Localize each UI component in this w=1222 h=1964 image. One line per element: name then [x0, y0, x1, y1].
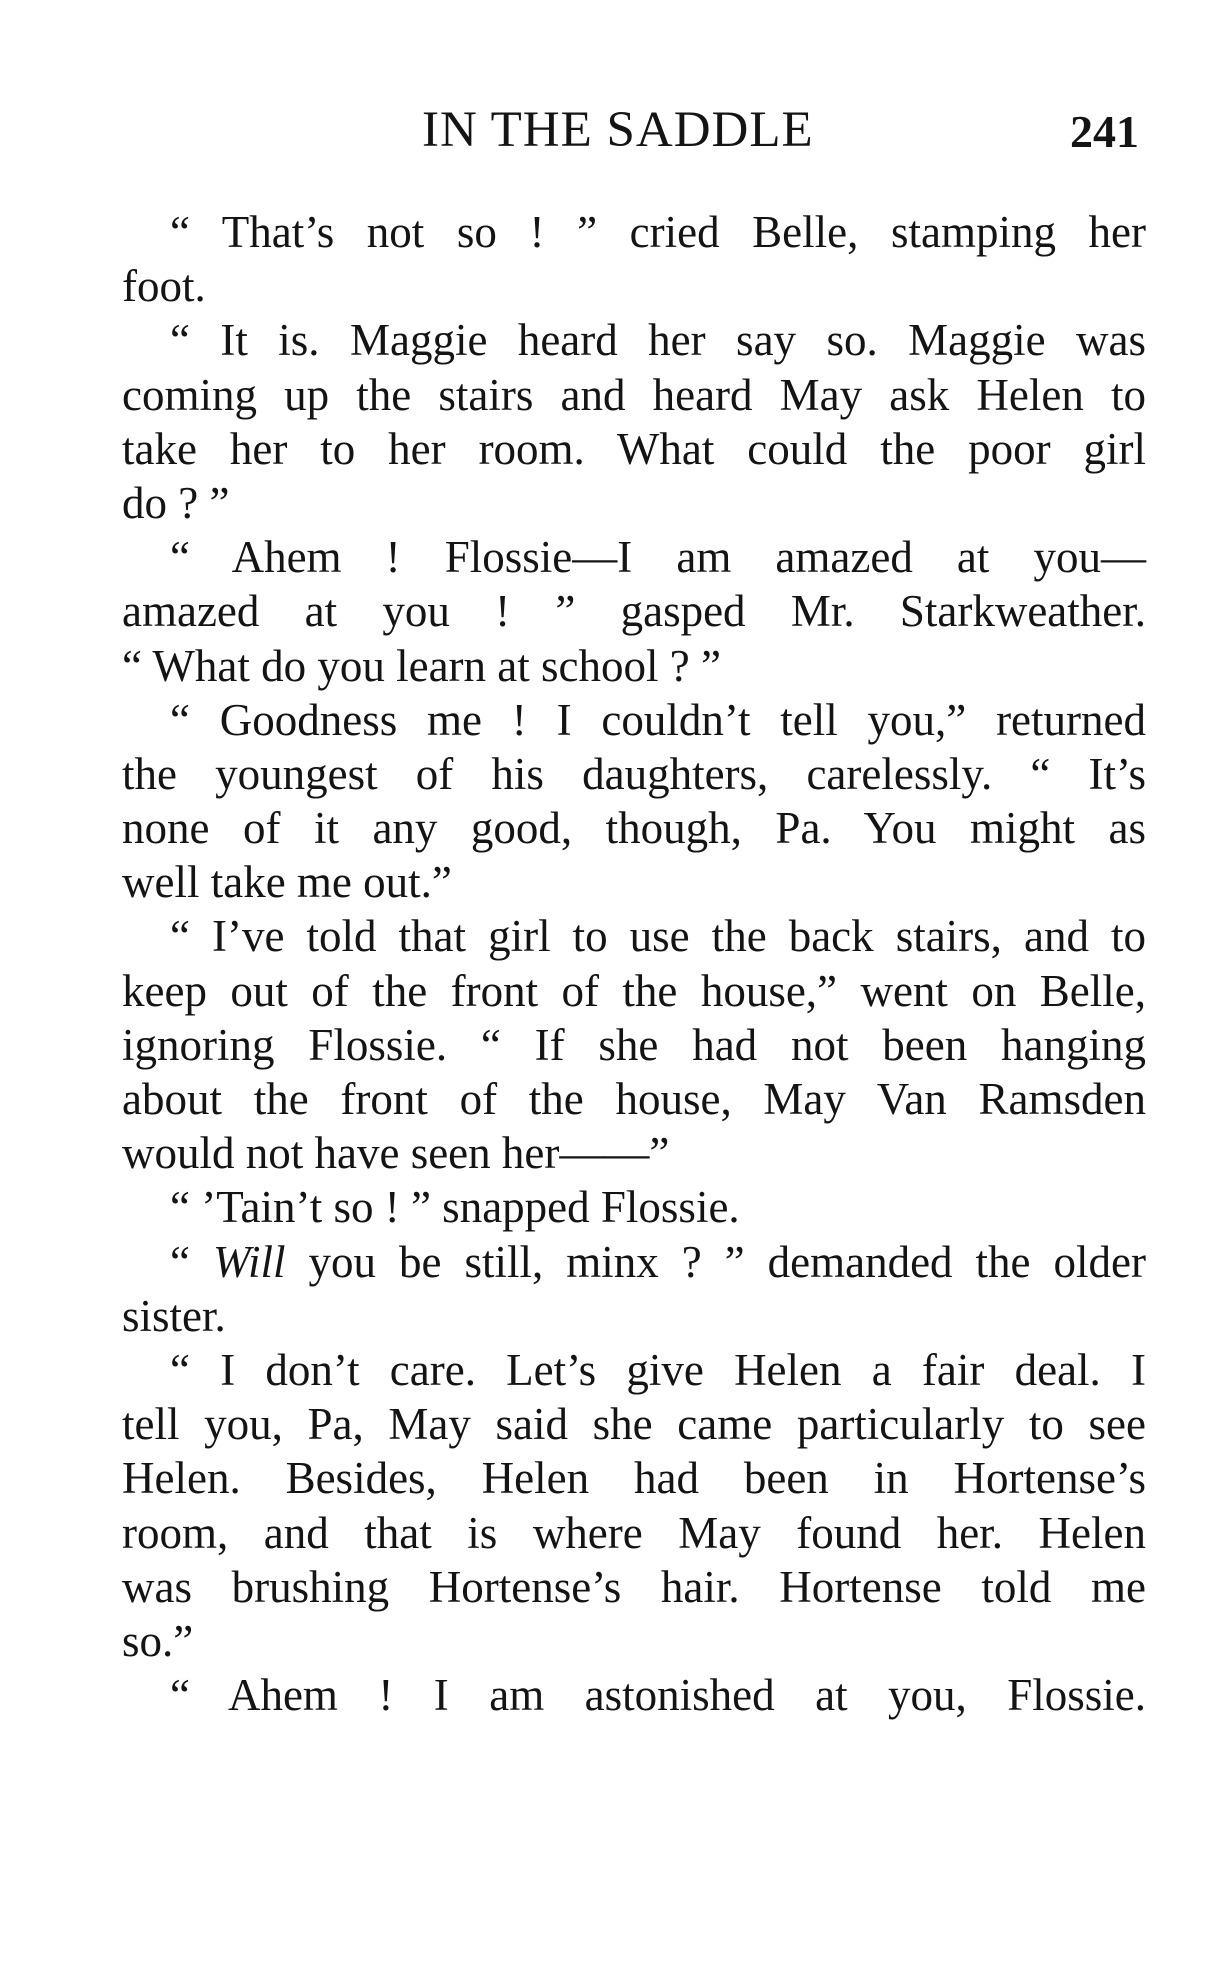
running-title: IN THE SADDLE — [422, 102, 814, 158]
text-line: “ That’s not so ! ” cried Belle, stamping her — [170, 207, 1146, 257]
running-header — [0, 100, 1222, 160]
text-line: take her to her room. What could the poor girl — [122, 423, 1146, 474]
text-line: sister. — [122, 1290, 226, 1341]
text-line: “ Ahem ! I am astonished at you, Flossie. — [170, 1670, 1146, 1721]
text-line: “ What do you learn at school ? ” — [122, 640, 721, 691]
italic-emphasis: Will — [212, 1236, 286, 1287]
text-line: “ I’ve told that girl to use the back stairs, and to — [170, 911, 1146, 962]
text-line: well take me out.” — [122, 857, 452, 908]
text-line: “ ’Tain’t so ! ” snapped Flossie. — [170, 1182, 740, 1233]
text-line: “ It is. Maggie heard her say so. Maggie was — [170, 315, 1146, 366]
text-line: none of it any good, though, Pa. You might as — [122, 803, 1146, 854]
body-text — [122, 205, 1146, 1722]
page-number: 241 — [1070, 106, 1139, 157]
text-line: Helen. Besides, Helen had been in Hortense’s — [122, 1453, 1146, 1504]
text-line: coming up the stairs and heard May ask Helen to — [122, 369, 1146, 420]
text-line: amazed at you ! ” gasped Mr. Starkweather. — [122, 586, 1146, 637]
text-line: ignoring Flossie. “ If she had not been hanging — [122, 1019, 1146, 1070]
text-line: about the front of the house, May Van Ramsden — [122, 1074, 1146, 1124]
text-line: tell you, Pa, May said she came particularly to see — [122, 1399, 1146, 1450]
text-fragment: “ — [170, 1236, 213, 1287]
text-line: foot. — [122, 261, 206, 312]
text-fragment: you be still, minx ? ” demanded the older — [285, 1236, 1146, 1287]
text-line: the youngest of his daughters, carelessly. “ It’s — [122, 748, 1146, 799]
text-line: “ Ahem ! Flossie—I am amazed at you— — [170, 532, 1146, 583]
text-line: so.” — [122, 1615, 194, 1666]
text-line: would not have seen her——” — [122, 1128, 670, 1179]
text-line: room, and that is where May found her. Helen — [122, 1507, 1146, 1558]
text-line: do ? ” — [122, 477, 230, 528]
text-line: keep out of the front of the house,” went on Belle, — [122, 965, 1146, 1016]
text-line: “ Goodness me ! I couldn’t tell you,” returned — [170, 694, 1146, 745]
text-line — [122, 1235, 1146, 1289]
text-line: “ I don’t care. Let’s give Helen a fair deal. I — [170, 1344, 1146, 1395]
text-line: was brushing Hortense’s hair. Hortense told me — [122, 1561, 1146, 1612]
